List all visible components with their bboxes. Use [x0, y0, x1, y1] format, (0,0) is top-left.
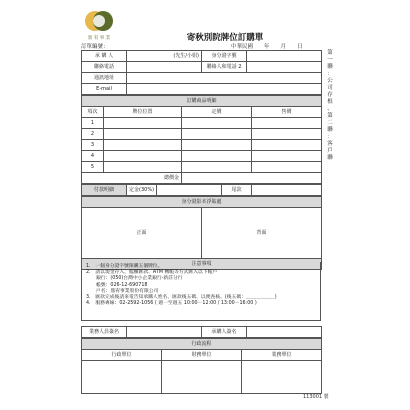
copy-designation-note	[326, 50, 334, 162]
table-row	[82, 51, 322, 62]
table-row	[82, 140, 322, 151]
id-back-paste-area[interactable]: 背面	[202, 208, 322, 259]
email-field[interactable]	[127, 84, 322, 95]
business-unit-label: 業務單位	[242, 350, 322, 361]
side-note-char: 、	[327, 106, 333, 112]
account-holder: 戶名：鼎宥事業股份有限公司	[96, 288, 159, 294]
table-row	[82, 73, 322, 84]
table-row	[82, 151, 322, 162]
sale-price-field[interactable]	[252, 118, 322, 129]
total-price-field[interactable]	[182, 173, 322, 184]
sales-signature-field[interactable]	[127, 327, 202, 338]
side-note-char: 二	[327, 120, 333, 126]
sale-price-field[interactable]	[252, 151, 322, 162]
date-label: 中華民國 年 月 日	[231, 44, 303, 50]
side-note-char: 存	[327, 92, 333, 98]
buyer-info-table	[81, 50, 322, 95]
deposit-field[interactable]	[157, 185, 222, 196]
row-number: 5	[82, 162, 104, 173]
sale-price-field[interactable]	[252, 162, 322, 173]
phone-label: 聯絡電話	[82, 62, 127, 73]
section-title-details: 訂購商品明細	[82, 96, 322, 107]
side-note-char: 聯	[327, 155, 333, 161]
row-number: 1	[82, 118, 104, 129]
side-note-char: 第	[327, 113, 333, 119]
payment-table	[81, 184, 322, 196]
finance-unit-label: 財務單位	[162, 350, 242, 361]
table-row	[82, 84, 322, 95]
bank-name: 銀行：(050)台灣中小企業銀行-新莊分行	[96, 276, 183, 282]
sale-price-field[interactable]	[252, 129, 322, 140]
position-field[interactable]	[104, 118, 182, 129]
column-header-position: 牌位位置	[104, 107, 182, 118]
table-row	[82, 197, 322, 208]
side-note-char: 客	[327, 141, 333, 147]
buyer-signature-field[interactable]	[247, 327, 322, 338]
side-note-char: 第	[327, 50, 333, 56]
side-note-char: 一	[327, 57, 333, 63]
contact-phone-field[interactable]	[247, 62, 322, 73]
position-field[interactable]	[104, 129, 182, 140]
note-line: 1. 一個身分證字號限購五個牌位。	[86, 264, 163, 269]
row-number: 4	[82, 151, 104, 162]
id-number-label: 身分證字號	[202, 51, 247, 62]
email-label: E-mail	[82, 84, 127, 95]
brand-name: 鼎 宥 事 業	[87, 36, 111, 41]
table-row	[82, 129, 322, 140]
section-title-id-copy: 身分證影本浮貼處	[82, 197, 322, 208]
table-row	[82, 339, 322, 350]
form-version: 113001 製	[303, 394, 329, 400]
sale-price-field[interactable]	[252, 140, 322, 151]
table-row	[82, 107, 322, 118]
page-title: 寄秋別院牌位訂購單	[186, 33, 264, 43]
id-copy-table	[81, 196, 322, 270]
list-price-field[interactable]	[182, 151, 252, 162]
table-row	[82, 118, 322, 129]
brand-logo-icon	[84, 6, 114, 36]
address-label: 通訊地址	[82, 73, 127, 84]
contact-phone-label: 聯絡人和電話 2	[202, 62, 247, 73]
sales-signature-label: 業務人員簽名	[82, 327, 127, 338]
side-note-char: 聯	[327, 64, 333, 70]
row-number: 2	[82, 129, 104, 140]
table-row	[82, 350, 322, 361]
position-field[interactable]	[104, 162, 182, 173]
table-row	[82, 327, 322, 338]
row-number: 3	[82, 140, 104, 151]
side-note-char: 司	[327, 85, 333, 91]
buyer-signature-label: 承購人簽名	[202, 327, 247, 338]
balance-label: 尾款	[222, 185, 252, 196]
finance-stamp-field[interactable]	[162, 361, 242, 394]
admin-unit-label: 行政單位	[82, 350, 162, 361]
list-price-field[interactable]	[182, 129, 252, 140]
list-price-field[interactable]	[182, 162, 252, 173]
table-row	[82, 208, 322, 259]
note-line: 2. 請以現金存入、臨櫃匯款、ATM 轉帳等方式匯入以下帳戶	[86, 270, 218, 276]
section-title-notes: 注意事項	[82, 259, 322, 270]
signature-table	[81, 326, 322, 338]
id-front-paste-area[interactable]: 正面	[82, 208, 202, 259]
table-row	[82, 173, 322, 184]
admin-stamp-field[interactable]	[82, 361, 162, 394]
list-price-field[interactable]	[182, 140, 252, 151]
buyer-label: 承 購 人	[82, 51, 127, 62]
position-field[interactable]	[104, 140, 182, 151]
table-row	[82, 62, 322, 73]
table-row	[82, 96, 322, 107]
id-number-field[interactable]	[247, 51, 322, 62]
bank-account: 帳號：026-12-690718	[96, 282, 148, 288]
process-table	[81, 338, 322, 394]
side-note-char: 公	[327, 78, 333, 84]
service-hotline: 4. 服務專線：02-2592-1056 ( 週一至週五 10:00－12:00 / 13:00－16:00 )	[86, 301, 257, 307]
total-price-label: 總價金	[82, 173, 182, 184]
order-form-table-area	[81, 50, 321, 270]
order-details-table	[81, 95, 322, 184]
payment-details-label: 付款明細	[82, 185, 127, 196]
balance-field[interactable]	[252, 185, 322, 196]
table-row	[82, 162, 322, 173]
buyer-name-field[interactable]: (先生/小姐)	[127, 51, 202, 62]
note-line: 3. 匯款完成後請來電告知承購人姓名、匯款後五碼、以便查核。(後五碼：＿＿＿＿＿＿)	[86, 295, 277, 301]
position-field[interactable]	[104, 151, 182, 162]
side-note-char: 聯	[327, 127, 333, 133]
side-note-char: ：	[327, 134, 333, 140]
deposit-label: 定金(30%)	[127, 185, 157, 196]
phone-field[interactable]	[127, 62, 202, 73]
side-note-char: 戶	[327, 148, 333, 154]
notes-box	[81, 262, 321, 321]
column-header-sale-price: 售價	[252, 107, 322, 118]
column-header-item-no: 項次	[82, 107, 104, 118]
column-header-list-price: 定價	[182, 107, 252, 118]
order-number-label: 訂單編號：	[81, 44, 109, 50]
business-stamp-field[interactable]	[242, 361, 322, 394]
signature-area	[81, 326, 321, 394]
address-field[interactable]	[127, 73, 322, 84]
side-note-char: 根	[327, 99, 333, 105]
table-row	[82, 361, 322, 394]
table-row	[82, 185, 322, 196]
section-title-process: 行政流程	[82, 339, 322, 350]
side-note-char: ：	[327, 71, 333, 77]
list-price-field[interactable]	[182, 118, 252, 129]
